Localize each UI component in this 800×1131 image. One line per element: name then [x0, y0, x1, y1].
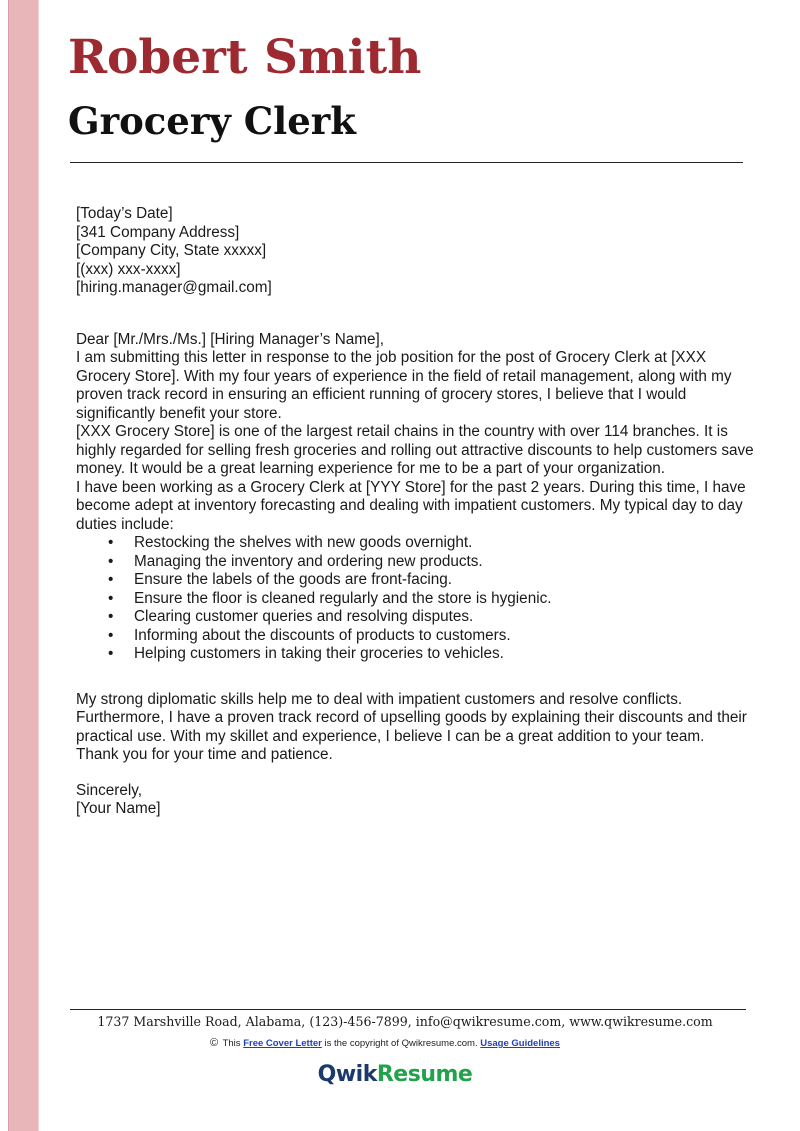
list-item: • Managing the inventory and ordering new products. [76, 553, 756, 572]
thanks-line: Thank you for your time and patience. [76, 746, 333, 763]
list-item: • Restocking the shelves with new goods overnight. [76, 534, 756, 553]
footer-contact-line: 1737 Marshville Road, Alabama, (123)-456-7899, info@qwikresume.com, www.qwikresume.com [97, 1014, 713, 1029]
paragraph-experience: I have been working as a Grocery Clerk at [YYY Store] for the past 2 years. During this time, I have become adept at inventory forecasting and dealing with impatient customers. My typical day to day duties include: [76, 478, 746, 533]
letter-date: [Today’s Date] [76, 205, 173, 222]
signature-name: [Your Name] [76, 800, 161, 817]
list-item: • Helping customers in taking their groceries to vehicles. [76, 645, 756, 664]
letter-body [76, 205, 756, 819]
copyright-this: This [222, 1038, 241, 1049]
salutation: Dear [Mr./Mrs./Ms.] [Hiring Manager’s Name], [76, 330, 384, 348]
recipient-address: [341 Company Address] [76, 223, 240, 241]
qwikresume-logo [0, 1062, 790, 1087]
job-title: Grocery Clerk [68, 99, 356, 143]
signature-block [76, 782, 756, 819]
copyright-text: is the copyright of Qwikresume.com. [324, 1038, 478, 1049]
list-item: • Clearing customer queries and resolving disputes. [76, 608, 756, 627]
paragraph-closing: My strong diplomatic skills help me to deal with impatient customers and resolve conflicts. Furthermore, I have a proven track record of upselling goods by explaining their discounts and their practical use. With my skillet and experience, I believe I can be a great addition to your team. [76, 690, 747, 745]
footer-divider [70, 1009, 746, 1010]
copyright-notice [0, 1037, 770, 1049]
logo-part-resume: Resume [376, 1062, 473, 1087]
usage-guidelines-link[interactable]: Usage Guidelines [480, 1038, 560, 1049]
paragraph-intro: I am submitting this letter in response to the job position for the post of Grocery Clerk at [XXX Grocery Store]. With my four years of experience in the field of retail management, along with my proven track record in ensuring an efficient running of grocery stores, I believe that I would significantly benefit your store. [76, 349, 732, 422]
list-item: • Informing about the discounts of products to customers. [76, 627, 756, 646]
list-item: • Ensure the floor is cleaned regularly and the store is hygienic. [76, 590, 756, 609]
recipient-city-state: [Company City, State xxxxx] [76, 242, 267, 259]
free-cover-letter-link[interactable]: Free Cover Letter [243, 1038, 322, 1049]
header-divider [70, 162, 743, 163]
list-item: • Ensure the labels of the goods are front-facing. [76, 571, 756, 590]
copyright-icon: © [210, 1037, 219, 1049]
applicant-name: Robert Smith [68, 30, 422, 85]
duties-list [76, 534, 756, 664]
paragraph-company: [XXX Grocery Store] is one of the largest retail chains in the country with over 114 branches. It is highly regarded for selling fresh groceries and rolling out attractive discounts to help customers save money. It would be a great learning experience for me to be a part of your organization. [76, 423, 754, 477]
recipient-phone: [(xxx) xxx-xxxx] [76, 260, 181, 278]
decorative-sidebar-bar [8, 0, 39, 1131]
recipient-email: [hiring.manager@gmail.com] [76, 279, 272, 296]
recipient-block [76, 224, 756, 298]
sign-off: Sincerely, [76, 781, 143, 799]
logo-part-qwik: Qwik [317, 1062, 377, 1087]
